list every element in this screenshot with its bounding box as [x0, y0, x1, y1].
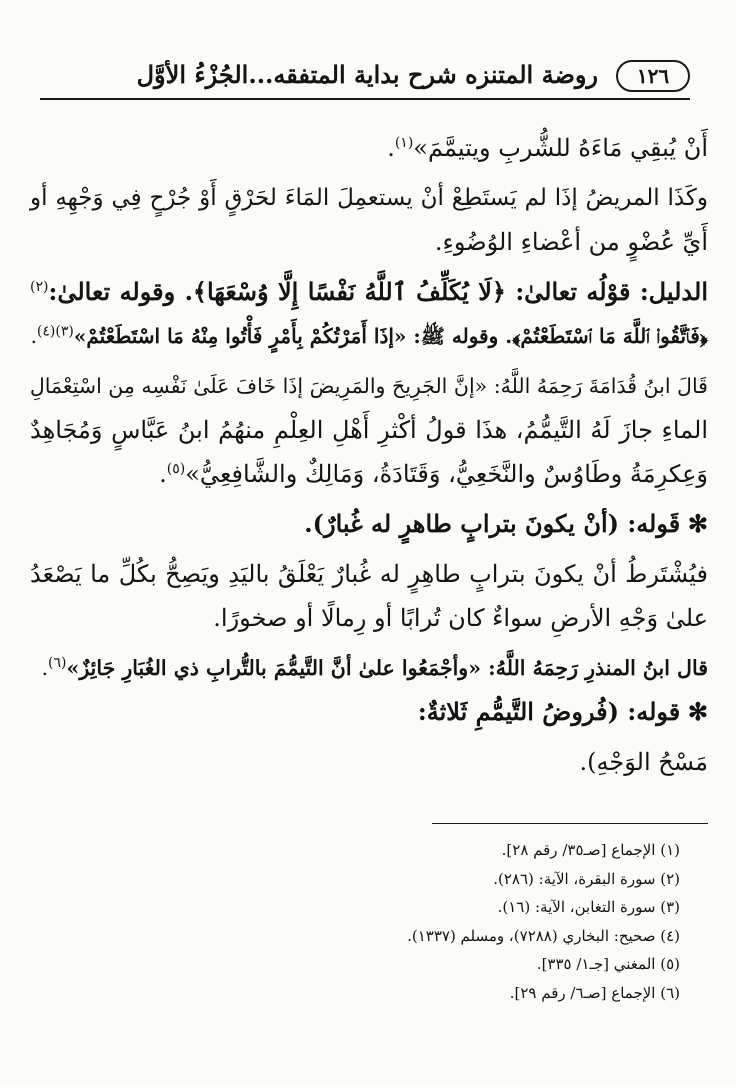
footnote: (٦) الإجماع [صـ٦/ رقم ٢٩]. — [509, 983, 680, 1002]
main-text — [30, 126, 708, 784]
text-line: وكَذَا المريضُ إذَا لم يَستَطِعْ أنْ يستعمِلَ المَاءَ لحَرْقٍ أَوْ جُرْحٍ فِي وَجْهِهِ أو — [30, 185, 708, 211]
footnote: (٣) سورة التغابن، الآية: (١٦). — [497, 898, 680, 916]
text-line: أَيِّ عُضْوٍ من أعْضاءِ الوُضُوءِ. — [434, 228, 708, 256]
footnote-ref: (٥) — [166, 461, 186, 477]
footnote-ref: (٤) — [36, 323, 56, 340]
footnote: (٤) صحيح: البخاري (٧٢٨٨)، ومسلم (١٣٣٧). — [407, 926, 680, 945]
text-line: وَعِكرِمَةُ وطَاوُسٌ والنَّخَعِيُّ، وَقَتَادَةُ، وَمَالِكٌ والشَّافِعِيُّ»$^{(٥)}$. — [159, 460, 708, 488]
page-number-badge: ١٢٦ — [616, 60, 690, 92]
footnote: (١) الإجماع [صـ٣٥/ رقم ٢٨]. — [501, 841, 680, 859]
footnote-ref: (١) — [394, 135, 414, 151]
text-line: ✻ قوله: (فُروضُ التَّيمُّمِ ثَلاثةٌ: — [417, 697, 708, 726]
footnote-separator — [432, 823, 708, 824]
text-line: ✻ قَوله: (أنْ يكونَ بترابٍ طاهرٍ له غُبارٌ). — [304, 509, 708, 538]
text-line: قال ابنُ المنذرِ رَحِمَهُ اللَّهُ: «وأجْمَعُوا علىٰ أنَّ التَّيمُّمَ بالتُّرابِ ذي الغُبَارِ جَائِزٌ»$^{(٦)}$. — [41, 655, 708, 680]
header-rule — [40, 98, 690, 100]
footnote: (٥) المغني [جـ١/ ٣٣٥]. — [536, 955, 680, 973]
star-bullet: ✻ — [687, 697, 708, 726]
footnote-ref: (٣) — [55, 323, 74, 340]
star-bullet: ✻ — [687, 509, 708, 538]
text-line: قَالَ ابنُ قُدَامَةَ رَحِمَهُ اللَّهُ: «إنَّ الجَرِيحَ والمَرِيضَ إذَا خَافَ عَلَىٰ نَفْسِه مِن اسْتِعْمَالِ — [29, 374, 708, 398]
running-header — [40, 58, 690, 100]
footnote-ref: (٢) — [30, 279, 49, 295]
running-header-title: روضة المتنزه شرح بداية المتفقه...الجُزْءُ الأوَّل — [136, 60, 598, 89]
text-line: مَسْحُ الوَجْهِ). — [579, 748, 708, 776]
footnotes — [30, 836, 680, 1007]
text-line: أَنْ يُبقِي مَاءَهُ للشُّربِ ويتيمَّمَ»$^{(١)}$. — [387, 134, 708, 162]
text-line: فيُشْتَرطُ أنْ يكونَ بترابٍ طاهِرٍ له غُبارٌ يَعْلَقُ باليَدِ ويَصِحُّ بكُلِّ ما يَصْعَدُ — [30, 560, 708, 588]
text-line: الدليل: قوْلُه تعالىٰ: ﴿لَا يُكَلِّفُ ٱللَّهُ نَفْسًا إِلَّا وُسْعَهَا﴾. وقوله تعالىٰ:$^{(٢)}$ — [30, 277, 708, 306]
text-line: ﴿فَٱتَّقُوا۟ ٱللَّهَ مَا ٱسْتَطَعْتُمْ﴾. وقوله ﷺ: «إذَا أَمَرْتُكُمْ بِأَمْرٍ فَأْتُوا مِنْهُ مَا اسْتَطَعْتُمْ»$^{(٣)(٤)}$. — [30, 323, 708, 348]
text-line: علىٰ وَجْهِ الأرضِ سواءٌ كان تُرابًا أو رِمالًا أو صخورًا. — [213, 604, 708, 632]
text-line: الماءِ جازَ لَهُ التَّيمُّمُ، هذَا قولُ أكْثرِ أَهْلِ العِلْمِ منهُمُ ابنُ عَبَّاسٍ وَمُجَاهِدٌ — [30, 416, 708, 444]
footnote-ref: (٦) — [48, 655, 67, 672]
footnote: (٢) سورة البقرة، الآية: (٢٨٦). — [493, 869, 680, 888]
